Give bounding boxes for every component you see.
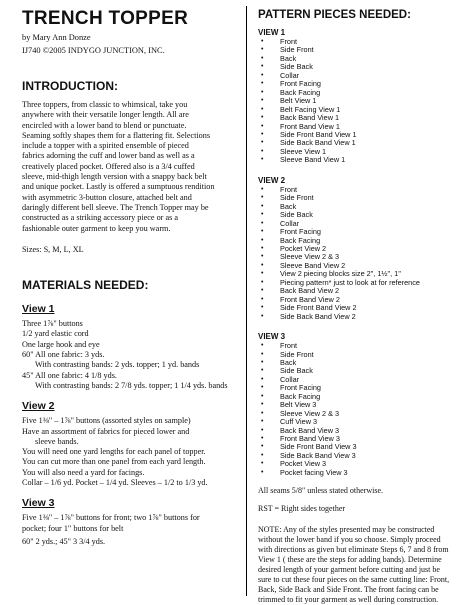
intro-line: daringly different bell sleeve. The Trench Topper may be: [22, 202, 209, 212]
pattern-piece-item: • Back Facing: [258, 237, 468, 245]
intro-line: sleeve, mid-thigh length version with a snappy back belt: [22, 172, 207, 182]
left-column: [22, 8, 237, 547]
copyright-line: IJ740 ©2005 INDYGO JUNCTION, INC.: [22, 46, 165, 55]
pattern-piece-item: • Front: [258, 186, 468, 194]
pattern-piece-item: • Front: [258, 38, 468, 46]
intro-line: fabrics adorning the cuff and lower band as well as a: [22, 151, 195, 161]
view3-pieces-list: [258, 342, 468, 477]
pattern-piece-item: • Side Front Band View 1: [258, 131, 468, 139]
materials-line: Five 1⅜" – 1⅞" buttons for front; two 1⅞" buttons for: [22, 513, 200, 523]
intro-line: include a topper with a spirited ensemble of pieced: [22, 141, 189, 151]
pattern-piece-item: • Front Band View 3: [258, 435, 468, 443]
intro-line: Seaming softly shapes them for a flattering fit. Selections: [22, 130, 211, 140]
rst-note: RST = Right sides together: [258, 504, 346, 514]
pattern-piece-item: • Collar: [258, 220, 468, 228]
pattern-piece-item: • Pocket facing View 3: [258, 469, 468, 477]
view2-pieces-label: VIEW 2: [258, 175, 286, 185]
pattern-piece-item: • Front Band View 2: [258, 296, 468, 304]
materials-line: Three 1⅞" buttons: [22, 319, 83, 329]
construction-note: [258, 525, 468, 605]
pattern-piece-item: • Collar: [258, 72, 468, 80]
materials-line: Have an assortment of fabrics for pieced lower and: [22, 426, 190, 436]
pattern-piece-item: • Side Front: [258, 351, 468, 359]
pattern-piece-item: • Side Front: [258, 46, 468, 54]
pattern-piece-item: • Front Band View 1: [258, 123, 468, 131]
pattern-piece-item: • Back Band View 1: [258, 114, 468, 122]
seam-allowance-note: All seams 5/8" unless stated otherwise.: [258, 486, 384, 496]
pattern-piece-item: • Back Facing: [258, 89, 468, 97]
pattern-piece-item: • Back Band View 2: [258, 287, 468, 295]
pattern-piece-item: • Back Band View 3: [258, 427, 468, 435]
pattern-piece-item: • Belt Facing View 1: [258, 106, 468, 114]
pattern-piece-item: • Sleeve View 2 & 3: [258, 253, 468, 261]
note-line: without the lower band if you so choose. Simply proceed: [258, 535, 441, 545]
pattern-piece-item: • Collar: [258, 376, 468, 384]
materials-line: 45" All one fabric: 4 1/8 yds.: [22, 370, 117, 380]
view3-pieces-label: VIEW 3: [258, 332, 286, 342]
right-column: [258, 8, 468, 605]
materials-line: pocket; four 1" buttons for belt: [22, 523, 124, 533]
introduction-heading: INTRODUCTION:: [22, 79, 118, 93]
view1-pieces-label: VIEW 1: [258, 28, 286, 37]
materials-line: Collar – 1/6 yd. Pocket – 1/4 yd. Sleeves – 1/2 to 1/3 yd.: [22, 478, 208, 488]
pattern-piece-item: • Front Facing: [258, 228, 468, 236]
intro-line: Three toppers, from classic to whimsical, take you: [22, 100, 188, 109]
intro-line: creatively placed pocket. Offered also is a 3/4 cuffed: [22, 161, 195, 171]
materials-line: You will need one yard lengths for each panel of topper.: [22, 447, 206, 457]
note-line: NOTE: Any of the styles presented may be constructed: [258, 525, 435, 535]
intro-line: and unique pocket. Lastly is offered a sumptuous rendition: [22, 182, 215, 192]
pattern-piece-item: • Pocket View 2: [258, 245, 468, 253]
pattern-piece-item: • Belt View 1: [258, 97, 468, 105]
pattern-piece-item: • Sleeve Band View 1: [258, 156, 468, 164]
pattern-piece-item: • Side Back: [258, 211, 468, 219]
pattern-piece-item: • Cuff View 3: [258, 418, 468, 426]
pattern-piece-item: • Sleeve Band View 2: [258, 262, 468, 270]
note-line: Back, Side Back and Side Front. The front facing can be: [258, 585, 439, 595]
pattern-piece-item: • Back: [258, 203, 468, 211]
pattern-piece-item: • Side Front Band View 2: [258, 304, 468, 312]
pattern-piece-item: • View 2 piecing blocks size 2", 1½", 1": [258, 270, 468, 278]
materials-line: With contrasting bands: 2 7/8 yds. topper; 1 1/4 yds. bands: [35, 380, 228, 390]
pattern-piece-item: • Belt View 3: [258, 401, 468, 409]
pattern-piece-item: • Side Front: [258, 194, 468, 202]
pattern-piece-item: • Side Back: [258, 367, 468, 375]
pattern-piece-item: • Side Back: [258, 63, 468, 71]
pattern-piece-item: • Back Facing: [258, 393, 468, 401]
materials-line: 60" 2 yds.; 45" 3 3/4 yds.: [22, 536, 106, 546]
sizes-line: Sizes: S, M, L, XL: [22, 244, 84, 254]
pattern-piece-item: • Piecing pattern* just to look at for reference: [258, 279, 468, 287]
intro-line: encircled with a lower band to blend or punctuate.: [22, 120, 187, 130]
pattern-piece-item: • Back: [258, 55, 468, 63]
pattern-piece-item: • Side Front Band View 3: [258, 443, 468, 451]
pattern-piece-item: • Front: [258, 342, 468, 350]
materials-line: You can cut more than one panel from each yard length.: [22, 457, 206, 467]
intro-line: constructed as a striking accessory piece or as a: [22, 213, 178, 223]
note-line: trimmed to fit your garment as well during construction.: [258, 595, 439, 605]
intro-line: anywhere with their versatile longer length. All are: [22, 110, 189, 120]
materials-view2-list: [22, 416, 237, 488]
intro-line: with asymmetric 3-button closure, attached belt and: [22, 192, 192, 202]
materials-line: 60" All one fabric: 3 yds.: [22, 350, 105, 360]
view1-pieces-list: [258, 38, 468, 165]
intro-line: fashionable outer garment to keep you warm.: [22, 223, 171, 233]
pattern-piece-item: • Side Back Band View 2: [258, 313, 468, 321]
author-line: by Mary Ann Donze: [22, 33, 91, 42]
materials-line: sleeve bands.: [35, 436, 79, 446]
note-line: sure to cut these four pieces on the same cutting line: Front,: [258, 575, 450, 585]
materials-view1-label: View 1: [22, 303, 55, 316]
materials-line: You will also need a yard for facings.: [22, 467, 145, 477]
pattern-piece-item: • Pocket View 3: [258, 460, 468, 468]
pattern-piece-item: • Side Back Band View 1: [258, 139, 468, 147]
materials-line: One large hook and eye: [22, 339, 100, 349]
note-line: with directions as given but eliminate Steps 6, 7 and 8 from: [258, 545, 449, 555]
materials-line: With contrasting bands: 2 yds. topper; 1 yd. bands: [35, 360, 200, 370]
note-line: desired length of your garment before cutting and just be: [258, 565, 440, 575]
materials-line: Five 1⅜" – 1⅞" buttons (assorted styles on sample): [22, 416, 191, 426]
materials-line: 1/2 yard elastic cord: [22, 329, 89, 339]
pattern-piece-item: • Front Facing: [258, 384, 468, 392]
materials-view1-list: [22, 319, 237, 391]
materials-view3-label: View 3: [22, 497, 55, 510]
pattern-piece-item: • Front Facing: [258, 80, 468, 88]
view2-pieces-list: [258, 186, 468, 321]
introduction-paragraph: [22, 100, 237, 234]
pattern-piece-item: • Sleeve View 2 & 3: [258, 410, 468, 418]
column-divider: [246, 6, 247, 596]
materials-heading: MATERIALS NEEDED:: [22, 278, 149, 293]
materials-view2-label: View 2: [22, 400, 55, 413]
page-title: TRENCH TOPPER: [22, 8, 189, 29]
materials-view3-list: [22, 513, 237, 547]
pattern-piece-item: • Side Back Band View 3: [258, 452, 468, 460]
pattern-pieces-heading: PATTERN PIECES NEEDED:: [258, 9, 411, 21]
pattern-piece-item: • Back: [258, 359, 468, 367]
note-line: View 1 ( these are the steps for adding bands). Determine: [258, 555, 442, 565]
pattern-piece-item: • Sleeve View 1: [258, 148, 468, 156]
